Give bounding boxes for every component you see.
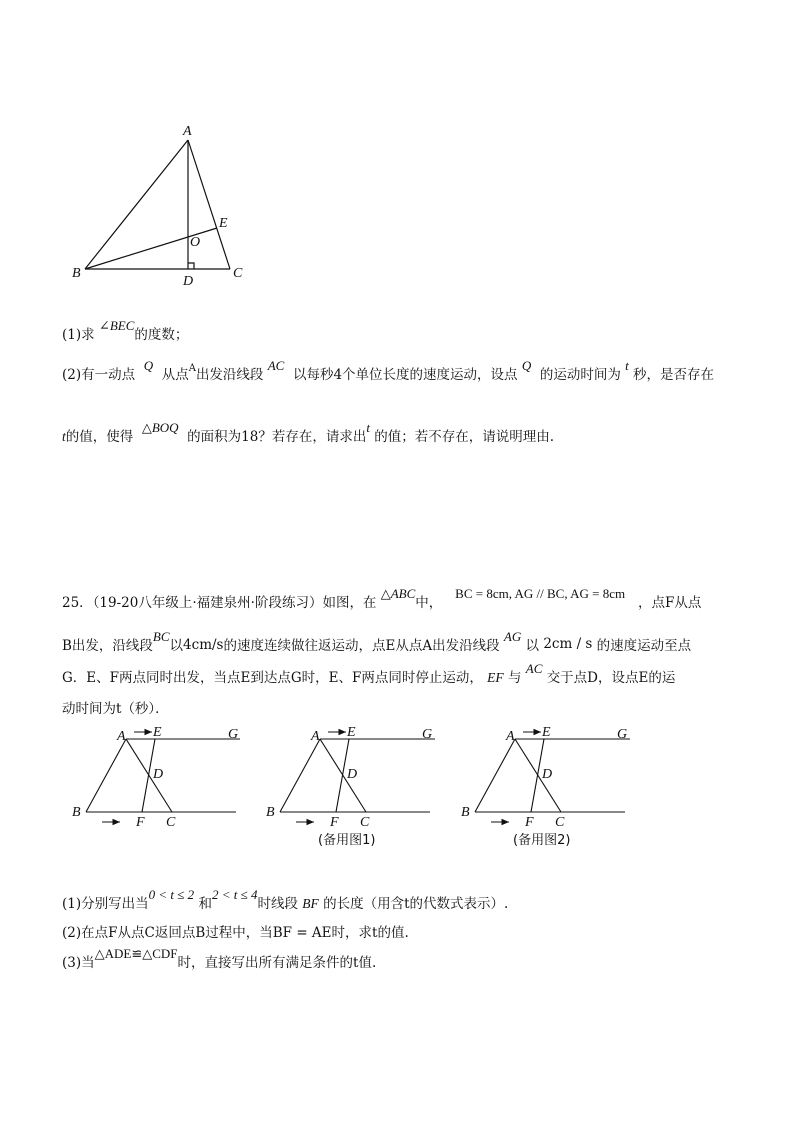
triangle-figure-abc (60, 118, 260, 298)
fig-b2-label-e: E (542, 725, 551, 740)
fig-b2-label-c: C (555, 815, 565, 830)
fig-main-label-d: D (153, 767, 164, 782)
fig-b1-label-c: C (360, 815, 370, 830)
fig-b1-label-e: E (347, 725, 356, 740)
fig-b1-label-f: F (330, 815, 339, 830)
segment-ab (85, 140, 188, 269)
label-b: B (72, 266, 81, 281)
fig-main-label-g: G (228, 727, 239, 742)
label-c: C (233, 266, 243, 281)
caption-backup-1: (备用图1) (318, 833, 376, 848)
q25-line4: 动时间为t（秒）． (62, 701, 169, 717)
fig-b1-label-a: A (311, 729, 320, 744)
fig-b1-label-g: G (422, 727, 433, 742)
label-a: A (183, 124, 192, 139)
q25-figures (60, 722, 660, 852)
fig-main-label-c: C (166, 815, 176, 830)
q25-sub2: (2)在点F从点C返回点B过程中，当BF = AE时，求t的值. (62, 925, 409, 941)
q25-sub3: (3)当△ADE≌△CDF时，直接写出所有满足条件的t值. (62, 946, 377, 971)
label-o: O (190, 235, 201, 250)
q25-line3: G．E、F两点同时出发，当点E到达点G时，E、F两点同时停止运动， EF 与 AC 交于点D，设点E的运 (62, 661, 676, 686)
q25-line1: 25．（19-20八年级上·福建泉州·阶段练习）如图，在 △ABC中， BC = 8cm, AG // BC, AG = 8cm ，点F从点 (62, 586, 702, 611)
fig-main-label-e: E (153, 725, 162, 740)
label-d: D (183, 274, 194, 289)
fig-b2-label-b: B (461, 805, 470, 820)
q25-backup-figure-1 (280, 732, 435, 822)
right-angle-mark (188, 263, 194, 269)
q25-sub1: (1)分别写出当0 < t ≤ 2 和2 < t ≤ 4时线段 BF 的长度（用含t的代数式表示）. (62, 887, 509, 912)
fig-b1-label-b: B (266, 805, 275, 820)
fig-b1-label-d: D (347, 767, 358, 782)
q25-line2: B出发，沿线段BC以4cm/s的速度连续做往返运动，点E从点A出发沿线段 AG 以 2cm / s 的速度运动至点 (62, 629, 692, 654)
fig-main-label-b: B (72, 805, 81, 820)
q1-part2-line2: t的值，使得 △BOQ 的面积为18？若存在，请求出t 的值；若不存在，请说明理由. (62, 420, 555, 445)
fig-b2-label-f: F (525, 815, 534, 830)
q1-part1: (1)求 ∠BEC的度数； (62, 318, 189, 343)
fig-b2-label-d: D (542, 767, 553, 782)
q1-part2-line1: (2)有一动点 Q 从点$^A$出发沿线段 AC 以每秒4个单位长度的速度运动，设点 Q 的运动时间为 t 秒，是否存在 (62, 358, 715, 383)
q25-backup-figure-2 (475, 732, 630, 822)
label-e: E (219, 216, 228, 231)
fig-b2-label-g: G (617, 727, 628, 742)
fig-b2-label-a: A (506, 729, 515, 744)
fig-main-label-f: F (136, 815, 145, 830)
caption-backup-2: (备用图2) (513, 833, 571, 848)
fig-main-label-a: A (117, 729, 126, 744)
